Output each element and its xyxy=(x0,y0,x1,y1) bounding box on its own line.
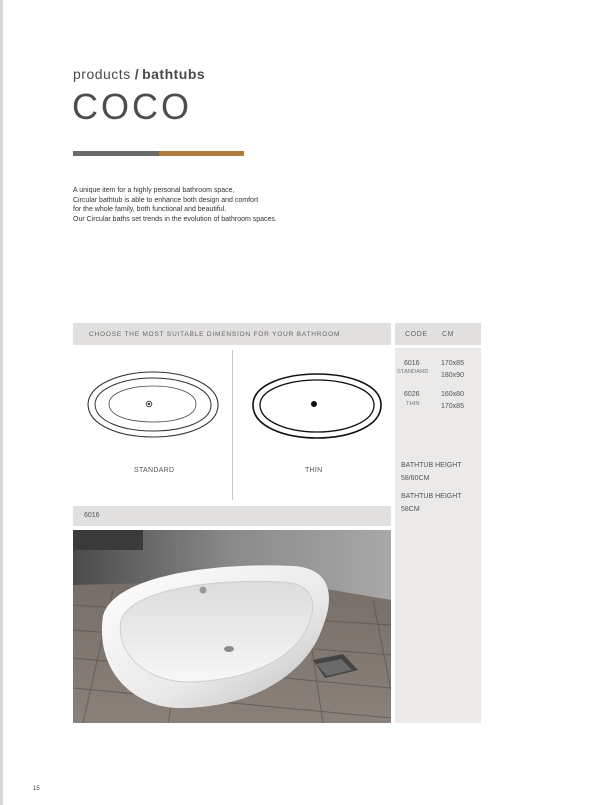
product-description xyxy=(73,186,373,224)
thin-label: THIN xyxy=(305,467,323,474)
height-value: 58/60CM xyxy=(401,475,430,482)
standard-label: STANDARD xyxy=(134,467,175,474)
breadcrumb xyxy=(73,66,205,82)
code-header xyxy=(395,323,481,345)
variant-size: 180x90 xyxy=(441,372,464,379)
accent-bar-gold xyxy=(159,151,244,156)
breadcrumb-section: products xyxy=(73,66,131,82)
description-line: Circular bathtub is able to enhance both design and comfort xyxy=(73,196,259,204)
breadcrumb-separator: / xyxy=(134,66,140,82)
variant-size: 160x80 xyxy=(441,391,464,398)
accent-bar-gray xyxy=(73,151,159,156)
height-value: 58CM xyxy=(401,506,420,513)
model-code-bar: 6016 xyxy=(73,506,391,526)
description-line: A unique item for a highly personal bathroom space, xyxy=(73,187,235,194)
dimension-heading: CHOOSE THE MOST SUITABLE DIMENSION FOR YOUR BATHROOM xyxy=(73,323,391,345)
breadcrumb-current: bathtubs xyxy=(142,66,206,82)
drawing-divider xyxy=(232,350,233,500)
variant-type: THIN xyxy=(406,401,420,407)
variant-size: 170x85 xyxy=(441,360,464,367)
height-label: BATHTUB HEIGHT xyxy=(401,462,462,469)
page-number: 15 xyxy=(33,786,40,792)
page-edge xyxy=(0,0,3,805)
bathtub-photo xyxy=(73,530,391,723)
variant-size: 170x85 xyxy=(441,403,464,410)
description-line: for the whole family, both functional and beautiful. xyxy=(73,206,227,214)
variant-code: 6026 xyxy=(404,391,420,398)
page-title: COCO xyxy=(72,86,192,127)
cm-column-label: CM xyxy=(442,331,455,338)
thin-tub-drawing xyxy=(250,372,384,440)
description-line: Our Circular baths set trends in the evolution of bathroom spaces. xyxy=(73,215,277,223)
height-label: BATHTUB HEIGHT xyxy=(401,493,462,500)
code-panel xyxy=(395,348,481,723)
variant-code: 6016 xyxy=(404,360,420,367)
standard-tub-drawing xyxy=(85,370,221,440)
code-column-label: CODE xyxy=(405,331,428,338)
variant-type: STANDARD xyxy=(397,369,429,375)
